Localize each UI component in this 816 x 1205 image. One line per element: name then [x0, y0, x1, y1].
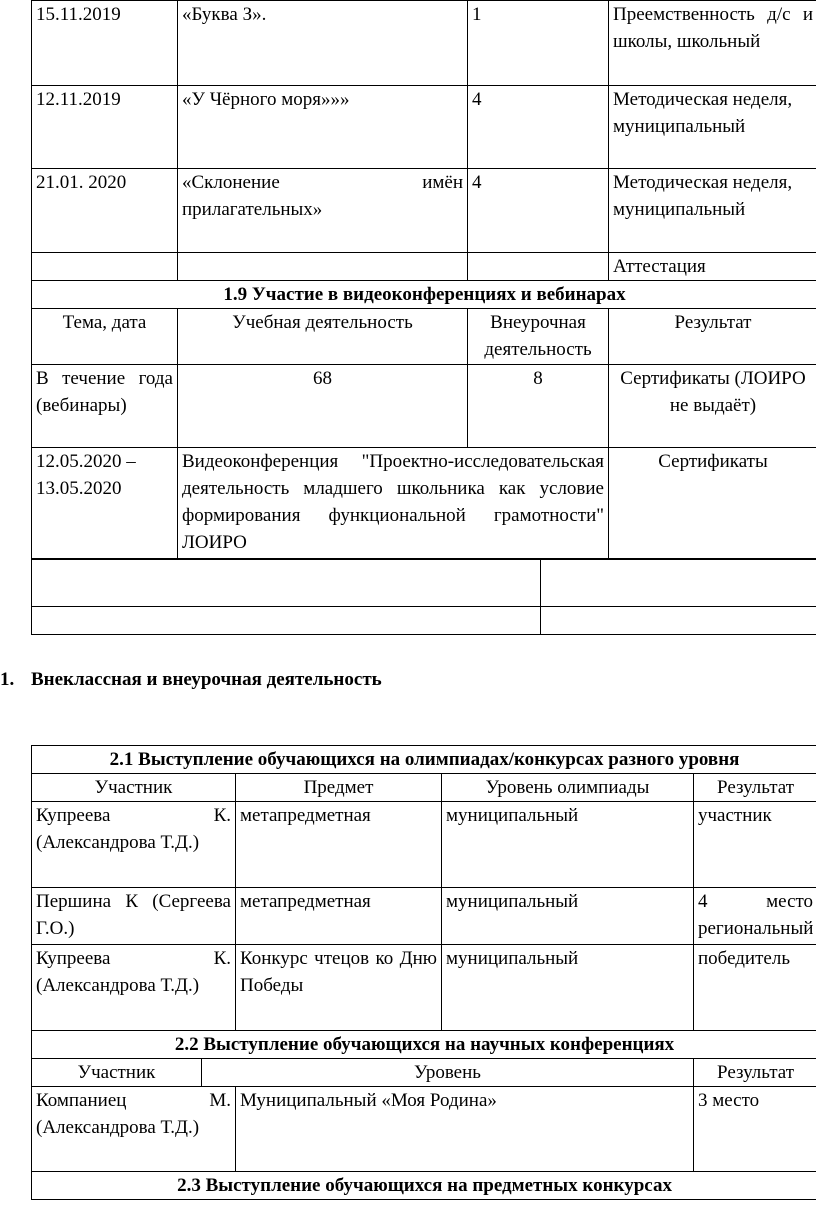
result-cell: участник [694, 802, 816, 888]
section-heading [0, 666, 382, 693]
table-row [32, 888, 816, 945]
count-cell [468, 253, 609, 281]
table-row [32, 945, 816, 1031]
table-row [32, 448, 816, 559]
column-header: Учебная деятельность [178, 309, 468, 365]
table-row [32, 253, 816, 281]
topic-cell [178, 253, 468, 281]
table-row [32, 607, 816, 635]
table-row [32, 746, 816, 774]
result-cell: Методическая неделя, муниципальный [609, 169, 816, 253]
result-cell: победитель [694, 945, 816, 1031]
extra-cell: 8 [468, 365, 609, 448]
participant-cell: Компаниец М. (Александрова Т.Д.) [32, 1087, 236, 1172]
conferences-section-title: 2.2 Выступление обучающихся на научных конференциях [32, 1031, 816, 1059]
table-row [32, 169, 816, 253]
result-cell: Аттестация [609, 253, 816, 281]
section-number: 1. [0, 669, 15, 690]
subject-cell: Конкурс чтецов ко Дню Победы [236, 945, 442, 1031]
table-row [32, 365, 816, 448]
empty-table [31, 559, 816, 635]
table-row [32, 802, 816, 888]
participant-cell: Першина К (Сергеева Г.О.) [32, 888, 236, 945]
table-row [32, 1, 816, 86]
participant-cell: Купреева К. (Александрова Т.Д.) [32, 802, 236, 888]
table-header-row [32, 774, 816, 802]
date-cell [32, 253, 178, 281]
empty-cell [541, 560, 816, 607]
column-header: Участник [32, 774, 236, 802]
column-header: Внеурочная деятельность [468, 309, 609, 365]
methodical-webinar-table [31, 0, 816, 559]
table-row [32, 1172, 816, 1200]
column-header: Уровень [202, 1059, 694, 1087]
topic-cell: В течение года (вебинары) [32, 365, 178, 448]
result-cell: Сертификаты [609, 448, 816, 559]
description-cell: Видеоконференция "Проектно-исследовательская деятельность младшего школьника как условие формирования функциональной грамотности" ЛОИРО [178, 448, 609, 559]
count-cell: 4 [468, 169, 609, 253]
count-cell: 4 [468, 86, 609, 169]
level-cell: Муниципальный «Моя Родина» [236, 1087, 694, 1172]
webinar-section-title: 1.9 Участие в видеоконференциях и вебинарах [32, 281, 816, 309]
subject-cell: метапредметная [236, 888, 442, 945]
column-header: Тема, дата [32, 309, 178, 365]
table-row [32, 560, 816, 607]
section-title: Внеклассная и внеурочная деятельность [31, 669, 382, 690]
empty-cell [32, 607, 541, 635]
empty-cell [32, 560, 541, 607]
topic-cell: «Склонение имён прилагательных» [178, 169, 468, 253]
date-cell: 21.01. 2020 [32, 169, 178, 253]
count-cell: 1 [468, 1, 609, 86]
result-cell: Сертификаты (ЛОИРО не выдаёт) [609, 365, 816, 448]
topic-cell: 12.05.2020 – 13.05.2020 [32, 448, 178, 559]
student-results-table [31, 745, 816, 1200]
subject-cell: метапредметная [236, 802, 442, 888]
column-header: Предмет [236, 774, 442, 802]
result-cell: Преемственность д/с и школы, школьный [609, 1, 816, 86]
participant-cell: Купреева К. (Александрова Т.Д.) [32, 945, 236, 1031]
subject-contests-section-title: 2.3 Выступление обучающихся на предметных конкурсах [32, 1172, 816, 1200]
topic-cell: «Буква З». [178, 1, 468, 86]
table-row [32, 1087, 816, 1172]
date-cell: 12.11.2019 [32, 86, 178, 169]
topic-cell: «У Чёрного моря»»» [178, 86, 468, 169]
result-cell: Методическая неделя, муниципальный [609, 86, 816, 169]
table-row [32, 86, 816, 169]
result-cell: 3 место [694, 1087, 816, 1172]
table-row [32, 281, 816, 309]
column-header: Результат [609, 309, 816, 365]
table-header-row [32, 309, 816, 365]
level-cell: муниципальный [442, 888, 694, 945]
column-header: Результат [694, 774, 816, 802]
column-header: Уровень олимпиады [442, 774, 694, 802]
column-header: Результат [694, 1059, 816, 1087]
date-cell: 15.11.2019 [32, 1, 178, 86]
column-header: Участник [32, 1059, 202, 1087]
level-cell: муниципальный [442, 945, 694, 1031]
olympiads-section-title: 2.1 Выступление обучающихся на олимпиадах/конкурсах разного уровня [32, 746, 816, 774]
table-row [32, 1031, 816, 1059]
level-cell: муниципальный [442, 802, 694, 888]
table-header-row [32, 1059, 816, 1087]
empty-cell [541, 607, 816, 635]
result-cell: 4 место региональный [694, 888, 816, 945]
study-cell: 68 [178, 365, 468, 448]
